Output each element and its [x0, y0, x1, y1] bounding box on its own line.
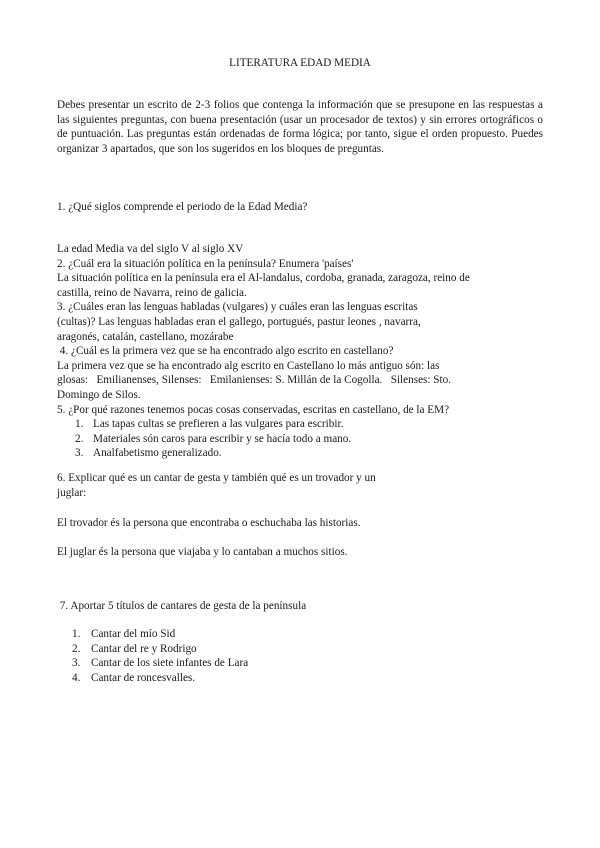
answer-6-juglar: El juglar és la persona que viajaba y lo cantaban a muchos sitios.: [57, 546, 348, 558]
list-number: 2.: [75, 432, 84, 445]
list-text: Analfabetismo generalizado.: [93, 447, 222, 460]
list-number: 1.: [75, 418, 84, 431]
list-item: [57, 417, 543, 432]
answer-4-line-2: glosas: Emilianenses, Silenses: Emilanienses: S. Millán de la Cogolla. Silenses: Sto.: [57, 374, 452, 387]
titles-list: [57, 627, 543, 685]
list-item: [57, 671, 543, 686]
list-number: 2.: [72, 642, 81, 655]
question-4: 4. ¿Cuál es la primera vez que se ha encontrado algo escrito en castellano?: [57, 345, 394, 358]
document-title: LITERATURA EDAD MEDIA: [229, 57, 371, 69]
answer-3: aragonés, catalán, castellano, mozárabe: [57, 330, 234, 343]
reasons-list: [57, 417, 543, 461]
question-6: [57, 471, 543, 500]
answer-4-line-1: La primera vez que se ha encontrado alg escrito en Castellano lo más antiguo són: las: [57, 359, 440, 372]
list-number: 3.: [72, 657, 81, 670]
answer-4-line-3: Domingo de Silos.: [57, 388, 141, 401]
list-text: Cantar del mío Sid: [91, 628, 176, 640]
answer-2-line-2: castilla, reino de Navarra, reino de galicia.: [57, 286, 247, 299]
list-item: [57, 446, 543, 461]
question-3-line-2: (cultas)? Las lenguas habladas eran el gallego, portugués, pastur leones , navarra,: [57, 315, 421, 328]
question-7: 7. Aportar 5 títulos de cantares de gesta de la península: [57, 600, 307, 612]
list-number: 4.: [72, 671, 81, 684]
question-3-line-1: 3. ¿Cuáles eran las lenguas habladas (vulgares) y cuáles eran las lenguas escritas: [57, 301, 418, 314]
list-text: Cantar de roncesvalles.: [91, 671, 196, 684]
list-text: Cantar de los siete infantes de Lara: [91, 657, 249, 670]
list-item: [57, 642, 543, 657]
answer-1: La edad Media va del siglo V al siglo XV: [57, 243, 244, 255]
list-number: 3.: [75, 447, 84, 460]
question-6-line-1: 6. Explicar qué es un cantar de gesta y también qué es un trovador y un: [57, 472, 376, 484]
list-item: [57, 627, 543, 642]
answers-block: [57, 242, 543, 461]
list-text: Cantar del re y Rodrigo: [91, 642, 197, 655]
list-text: Materiales són caros para escribir y se hacía todo a mano.: [93, 432, 352, 445]
intro-paragraph: Debes presentar un escrito de 2-3 folios que contenga la información que se presupone en las respuestas a las siguientes preguntas, con buena presentación (usar un procesador de textos) y sin errores ortográficos o de puntuación. Las preguntas están ordenadas de forma lógica; por tanto, sigue el orden propuesto. Puedes organizar 3 apartados, que son los sugeridos en los bloques de preguntas.: [57, 99, 543, 155]
question-5: 5. ¿Por qué razones tenemos pocas cosas conservadas, escritas en castellano, de la EM?: [57, 403, 450, 416]
answer-2-line-1: La situación política en la península era el Al-landalus, cordoba, granada, zaragoza, reino de: [57, 272, 470, 285]
list-number: 1.: [72, 628, 81, 640]
list-item: [57, 656, 543, 671]
question-2: 2. ¿Cuál era la situación política en la península? Enumera 'países': [57, 257, 354, 270]
answer-6-trovador: El trovador és la persona que encontraba o eschuchaba las historias.: [57, 517, 361, 529]
list-text: Las tapas cultas se prefieren a las vulgares para escribir.: [93, 418, 344, 431]
question-1: 1. ¿Qué siglos comprende el periodo de la Edad Media?: [57, 201, 308, 213]
list-item: [57, 432, 543, 447]
question-6-line-2: juglar:: [57, 486, 87, 499]
